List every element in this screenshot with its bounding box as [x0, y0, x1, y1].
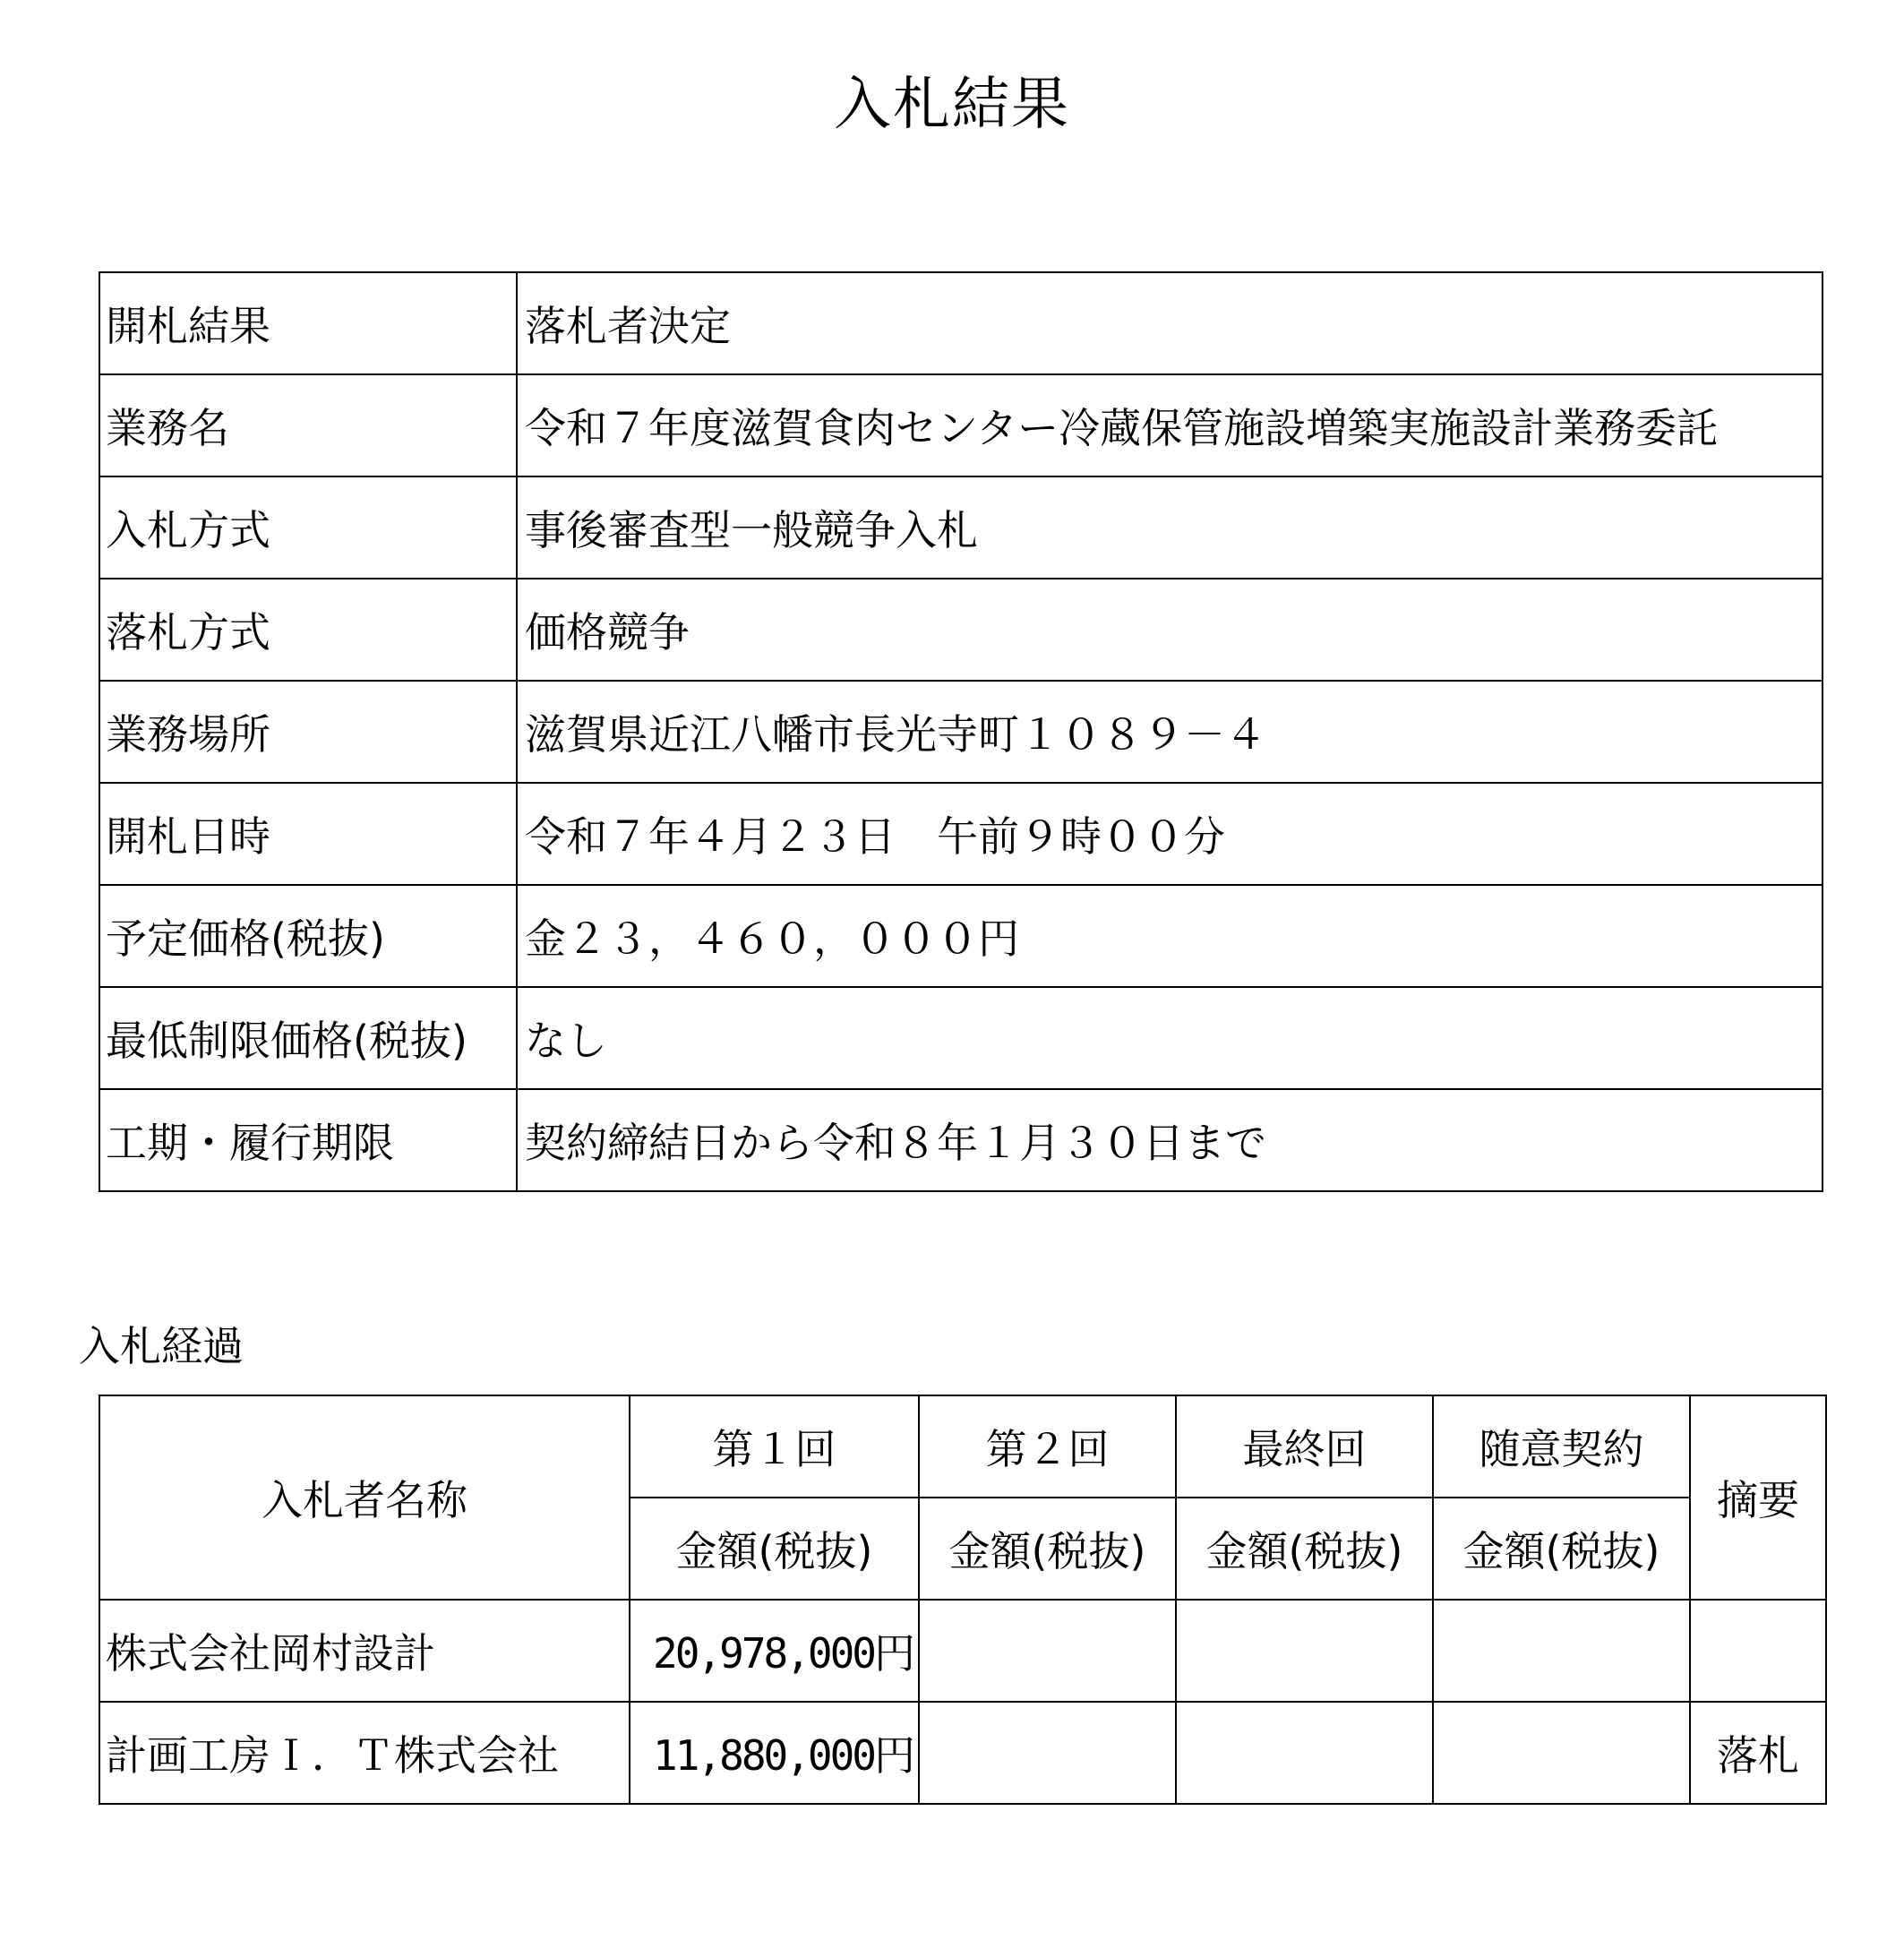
bid-history-heading: 入札経過	[79, 1322, 244, 1370]
round-1-amount: 11,880,000円	[630, 1702, 919, 1804]
round-1-header: 第１回	[630, 1395, 919, 1498]
bid-history-table	[99, 1395, 1827, 1805]
summary-label: 開札結果	[99, 272, 517, 374]
summary-value: 契約締結日から令和８年１月３０日まで	[517, 1089, 1823, 1191]
bid-summary-table	[99, 271, 1823, 1192]
table-row	[99, 272, 1823, 374]
summary-label: 工期・履行期限	[99, 1089, 517, 1191]
amount-header: 金額(税抜)	[630, 1498, 919, 1600]
negotiated-amount	[1433, 1702, 1690, 1804]
summary-value: 滋賀県近江八幡市長光寺町１０８９－４	[517, 681, 1823, 783]
header-row	[99, 1395, 1826, 1498]
table-row	[99, 1702, 1826, 1804]
summary-value: 落札者決定	[517, 272, 1823, 374]
bidder-name-header: 入札者名称	[99, 1395, 630, 1600]
final-round-amount	[1176, 1600, 1433, 1702]
summary-label: 業務場所	[99, 681, 517, 783]
amount-header: 金額(税抜)	[919, 1498, 1176, 1600]
round-2-amount	[919, 1600, 1176, 1702]
table-row	[99, 987, 1823, 1089]
summary-label: 開札日時	[99, 783, 517, 885]
table-row	[99, 1089, 1823, 1191]
table-row	[99, 579, 1823, 681]
summary-value: 令和７年度滋賀食肉センター冷蔵保管施設増築実施設計業務委託	[517, 374, 1823, 476]
remarks-header: 摘要	[1690, 1395, 1826, 1600]
summary-label: 入札方式	[99, 476, 517, 579]
amount-header: 金額(税抜)	[1433, 1498, 1690, 1600]
summary-value: 価格競争	[517, 579, 1823, 681]
amount-header: 金額(税抜)	[1176, 1498, 1433, 1600]
round-1-amount: 20,978,000円	[630, 1600, 919, 1702]
table-row	[99, 1600, 1826, 1702]
page-title: 入札結果	[834, 72, 1070, 138]
summary-label: 落札方式	[99, 579, 517, 681]
remarks-cell	[1690, 1600, 1826, 1702]
negotiated-contract-header: 随意契約	[1433, 1395, 1690, 1498]
table-row	[99, 885, 1823, 987]
summary-label: 業務名	[99, 374, 517, 476]
summary-value: 令和７年４月２３日 午前９時００分	[517, 783, 1823, 885]
table-row	[99, 783, 1823, 885]
bidder-name: 株式会社岡村設計	[99, 1600, 630, 1702]
summary-value: なし	[517, 987, 1823, 1089]
table-row	[99, 374, 1823, 476]
final-round-header: 最終回	[1176, 1395, 1433, 1498]
remarks-cell: 落札	[1690, 1702, 1826, 1804]
table-row	[99, 681, 1823, 783]
summary-value: 事後審査型一般競争入札	[517, 476, 1823, 579]
negotiated-amount	[1433, 1600, 1690, 1702]
table-row	[99, 476, 1823, 579]
round-2-amount	[919, 1702, 1176, 1804]
summary-label: 予定価格(税抜)	[99, 885, 517, 987]
summary-value: 金２３，４６０，０００円	[517, 885, 1823, 987]
round-2-header: 第２回	[919, 1395, 1176, 1498]
final-round-amount	[1176, 1702, 1433, 1804]
bidder-name: 計画工房Ｉ．Ｔ株式会社	[99, 1702, 630, 1804]
summary-label: 最低制限価格(税抜)	[99, 987, 517, 1089]
